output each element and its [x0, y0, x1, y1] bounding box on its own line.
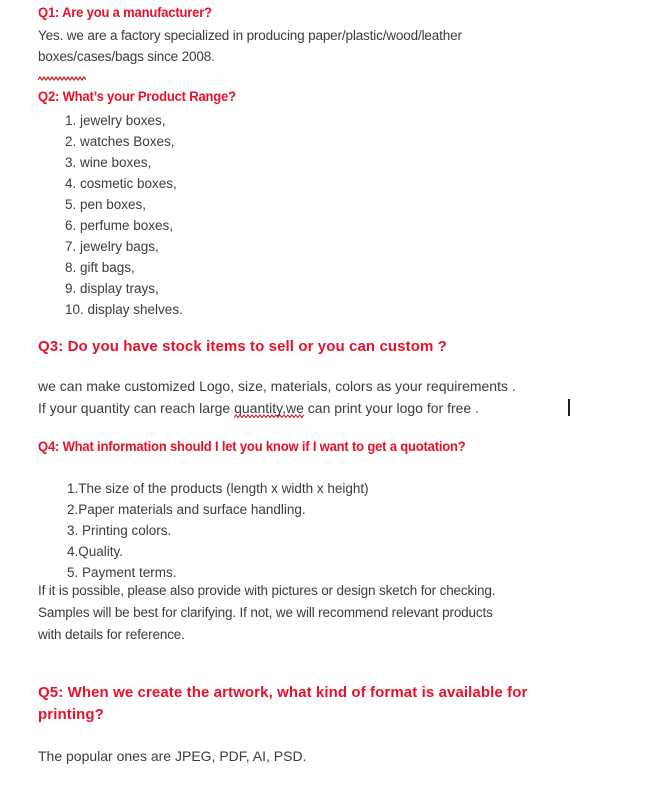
q1-answer-line-1: Yes. we are a factory specialized in producing paper/plastic/wood/leather — [38, 28, 462, 43]
list-item: 8. gift bags, — [65, 260, 135, 275]
q4-closing-line-2: Samples will be best for clarifying. If not, we will recommend relevant products — [38, 605, 493, 620]
misspelled-word — [234, 397, 304, 419]
q1-heading: Q1: Are you a manufacturer? — [38, 5, 212, 20]
list-item: 3. Printing colors. — [67, 523, 172, 538]
q3-answer-line-2 — [38, 397, 608, 419]
misspelled-word-text: quantity,we — [234, 400, 304, 416]
q4-closing-line-1: If it is possible, please also provide with pictures or design sketch for checking. — [38, 583, 496, 598]
q3-heading: Q3: Do you have stock items to sell or you can custom ? — [38, 338, 447, 355]
q3-answer-text-before: If your quantity can reach large — [38, 400, 235, 416]
q5-answer: The popular ones are JPEG, PDF, AI, PSD. — [38, 748, 307, 764]
list-item: 1.The size of the products (length x width x height) — [67, 481, 369, 496]
list-item: 4.Quality. — [67, 544, 124, 559]
list-item: 1. jewelry boxes, — [65, 113, 166, 128]
q4-quotation-info-list — [67, 478, 369, 583]
text-cursor-caret — [568, 399, 570, 416]
list-item: 10. display shelves. — [65, 302, 183, 317]
q2-product-range-list — [65, 110, 183, 320]
list-item: 3. wine boxes, — [65, 155, 152, 170]
list-item: 2. watches Boxes, — [65, 134, 175, 149]
q3-answer-line-1: we can make customized Logo, size, materials, colors as your requirements . — [38, 378, 516, 394]
list-item: 5. pen boxes, — [65, 197, 147, 212]
q2-heading: Q2: What’s your Product Range? — [38, 89, 236, 104]
list-item: 4. cosmetic boxes, — [65, 176, 177, 191]
spellcheck-squiggle-icon — [38, 76, 86, 82]
list-item: 2.Paper materials and surface handling. — [67, 502, 306, 517]
q1-answer-line-2: boxes/cases/bags since 2008. — [38, 49, 215, 64]
list-item: 6. perfume boxes, — [65, 218, 174, 233]
list-item: 5. Payment terms. — [67, 565, 177, 580]
q5-heading: Q5: When we create the artwork, what kind of format is available for printing? — [38, 684, 528, 723]
list-item: 9. display trays, — [65, 281, 159, 296]
q4-closing-line-3: with details for reference. — [38, 627, 185, 642]
q4-heading: Q4: What information should I let you know if I want to get a quotation? — [38, 439, 466, 454]
list-item: 7. jewelry bags, — [65, 239, 159, 254]
q3-answer-text-after: can print your logo for free . — [303, 400, 479, 416]
